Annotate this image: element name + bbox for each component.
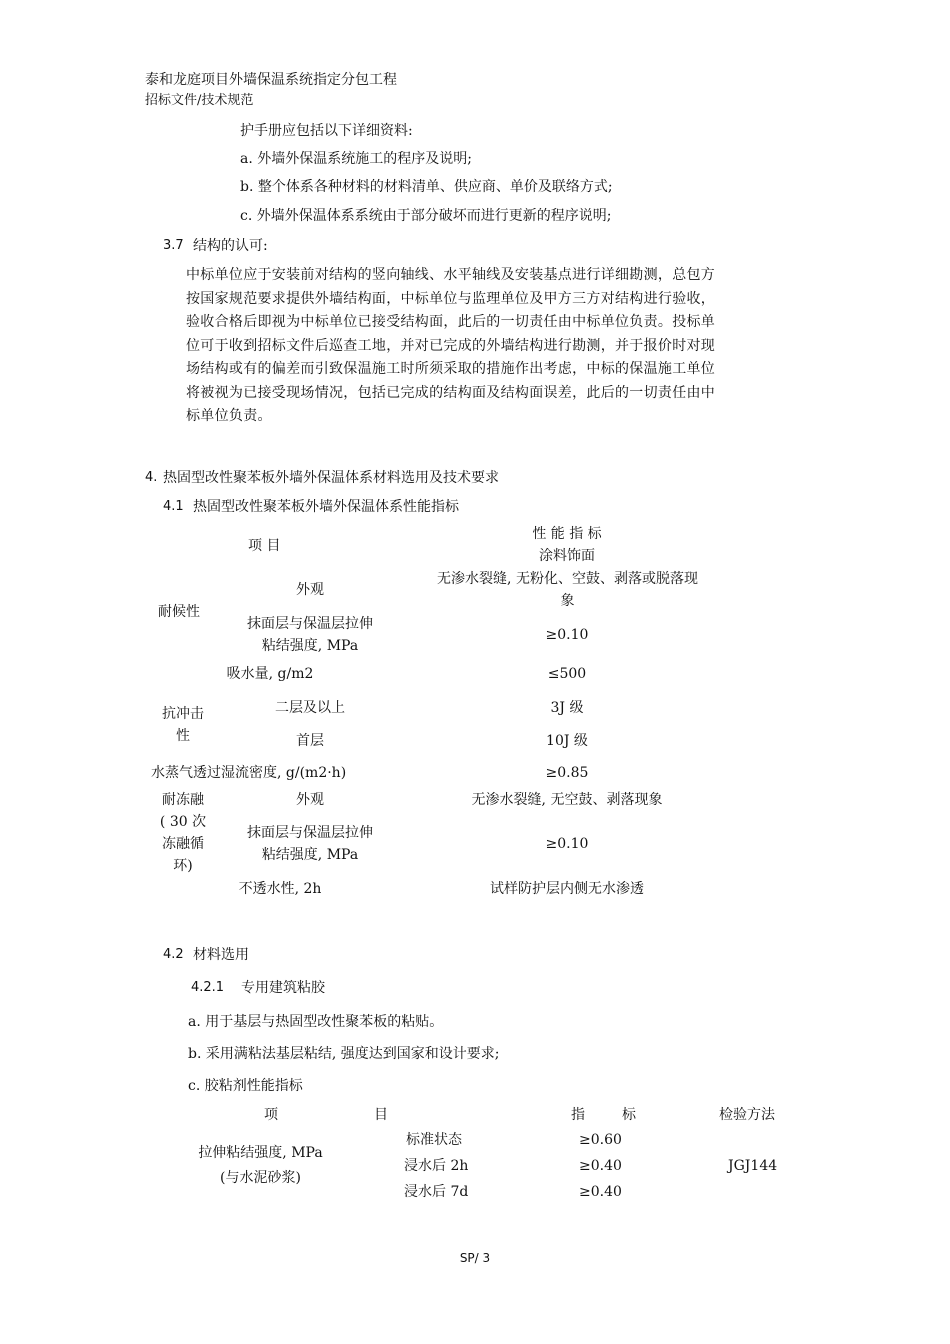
perf-ft-bond-label-line1: 抹面层与保温层拉伸 <box>247 825 373 841</box>
perf-header-sub: 涂料饰面 <box>539 548 595 564</box>
manual-item-a: a. 外墙外保温系统施工的程序及说明; <box>240 151 472 167</box>
perf-header-index: 性 能 指 标 <box>532 526 602 542</box>
page-number: SP/ 3 <box>459 1251 491 1265</box>
adh-header-index-1: 指 <box>571 1107 585 1123</box>
perf-impact-label-line1: 抗冲击 <box>162 706 204 722</box>
perf-freeze-thaw-label-line2: ( 30 次 <box>159 814 207 830</box>
perf-floor2-value: 3J 级 <box>550 700 584 716</box>
perf-appearance-value-line2: 象 <box>560 593 575 609</box>
adh-cond-7d: 浸水后 7d <box>404 1184 469 1200</box>
adh-val-2h: ≥0.40 <box>579 1158 622 1174</box>
section-3-7-title: 结构的认可: <box>193 238 268 254</box>
perf-floor1-label: 首层 <box>296 733 324 749</box>
section-4-2-1-title: 专用建筑粘胶 <box>241 980 325 996</box>
section-4-number: 4. <box>145 470 158 485</box>
perf-ft-bond-label-line2: 粘结强度, MPa <box>261 847 359 863</box>
perf-bond-value: ≥0.10 <box>545 627 589 643</box>
section-4-2-1-number: 4.2.1 <box>191 980 225 995</box>
adh-header-method: 检验方法 <box>719 1107 775 1123</box>
adhesive-item-c: c. 胶粘剂性能指标 <box>188 1078 303 1094</box>
perf-ft-bond-value: ≥0.10 <box>545 836 589 852</box>
perf-ft-appearance-value: 无渗水裂缝, 无空鼓、剥落现象 <box>471 792 663 808</box>
adh-cond-2h: 浸水后 2h <box>404 1158 469 1174</box>
section-4-title: 热固型改性聚苯板外墙外保温体系材料选用及技术要求 <box>163 470 499 486</box>
perf-freeze-thaw-label-line3: 冻融循 <box>162 836 204 852</box>
perf-appearance-label: 外观 <box>296 582 324 598</box>
perf-bond-label-line1: 抹面层与保温层拉伸 <box>247 616 373 632</box>
adh-row-label-line1: 拉伸粘结强度, MPa <box>198 1145 323 1161</box>
perf-bond-label-line2: 粘结强度, MPa <box>261 638 359 654</box>
perf-ft-appearance-label: 外观 <box>296 792 324 808</box>
adh-val-standard: ≥0.60 <box>579 1132 622 1148</box>
adh-header-item-2: 目 <box>374 1107 388 1123</box>
perf-weather-label: 耐候性 <box>158 604 200 620</box>
paragraph-line: 中标单位应于安装前对结构的竖向轴线、水平轴线及安装基点进行详细勘测，总包方 <box>186 267 716 283</box>
paragraph-line: 标单位负责。 <box>186 408 272 424</box>
adhesive-item-a: a. 用于基层与热固型改性聚苯板的粘贴。 <box>188 1014 444 1030</box>
adh-row-label-line2: (与水泥砂浆) <box>220 1170 301 1186</box>
section-3-7-number: 3.7 <box>163 238 184 253</box>
perf-impermeable-label: 不透水性, 2h <box>238 881 322 897</box>
perf-floor2-label: 二层及以上 <box>275 700 345 716</box>
paragraph-line: 将被视为已接受现场情况，包括已完成的结构面及结构面误差，此后的一切责任由中 <box>186 384 716 401</box>
paragraph-line: 按国家规范要求提供外墙结构面，中标单位与监理单位及甲方三方对结构进行验收， <box>186 290 716 307</box>
perf-header-item: 项 目 <box>248 538 281 554</box>
section-3-7-paragraph <box>186 264 806 429</box>
doc-header-subtitle: 招标文件/技术规范 <box>145 93 254 108</box>
doc-header-title: 泰和龙庭项目外墙保温系统指定分包工程 <box>145 72 397 88</box>
adh-header-item-1: 项 <box>264 1107 278 1123</box>
paragraph-line: 位可于收到招标文件后巡查工地，并对已完成的外墙结构进行勘测，并于报价时对现 <box>186 337 716 354</box>
adh-cond-standard: 标准状态 <box>406 1132 462 1148</box>
perf-water-absorption-value: ≤500 <box>547 666 587 682</box>
adhesive-item-b: b. 采用满粘法基层粘结, 强度达到国家和设计要求; <box>188 1046 500 1062</box>
manual-item-c: c. 外墙外保温体系系统由于部分破坏而进行更新的程序说明; <box>240 208 612 224</box>
perf-floor1-value: 10J 级 <box>546 733 588 749</box>
section-4-2-title: 材料选用 <box>193 947 249 963</box>
perf-impact-label-line2: 性 <box>176 728 190 744</box>
manual-intro: 护手册应包括以下详细资料: <box>240 123 413 139</box>
perf-impermeable-value: 试样防护层内侧无水渗透 <box>490 881 644 897</box>
perf-water-absorption-label: 吸水量, g/m2 <box>226 666 314 682</box>
perf-freeze-thaw-label-line1: 耐冻融 <box>162 792 204 808</box>
perf-appearance-value-line1: 无渗水裂缝, 无粉化、空鼓、剥落或脱落现 <box>437 571 698 587</box>
perf-freeze-thaw-label-line4: 环) <box>173 858 193 874</box>
section-4-2-number: 4.2 <box>163 947 184 962</box>
perf-vapor-label: 水蒸气透过湿流密度, g/(m2·h) <box>151 765 347 781</box>
adh-val-7d: ≥0.40 <box>579 1184 622 1200</box>
paragraph-line: 场结构或有的偏差而引致保温施工时所须采取的措施作出考虑，中标的保温施工单位 <box>186 361 716 377</box>
perf-vapor-value: ≥0.85 <box>545 765 589 781</box>
adh-header-index-2: 标 <box>622 1107 636 1123</box>
section-4-1-number: 4.1 <box>163 499 184 514</box>
manual-item-b: b. 整个体系各种材料的材料清单、供应商、单价及联络方式; <box>240 179 613 195</box>
paragraph-line: 验收合格后即视为中标单位已接受结构面，此后的一切责任由中标单位负责。投标单 <box>186 314 716 330</box>
section-4-1-title: 热固型改性聚苯板外墙外保温体系性能指标 <box>193 499 459 515</box>
adh-method-value: JGJ144 <box>728 1158 778 1174</box>
